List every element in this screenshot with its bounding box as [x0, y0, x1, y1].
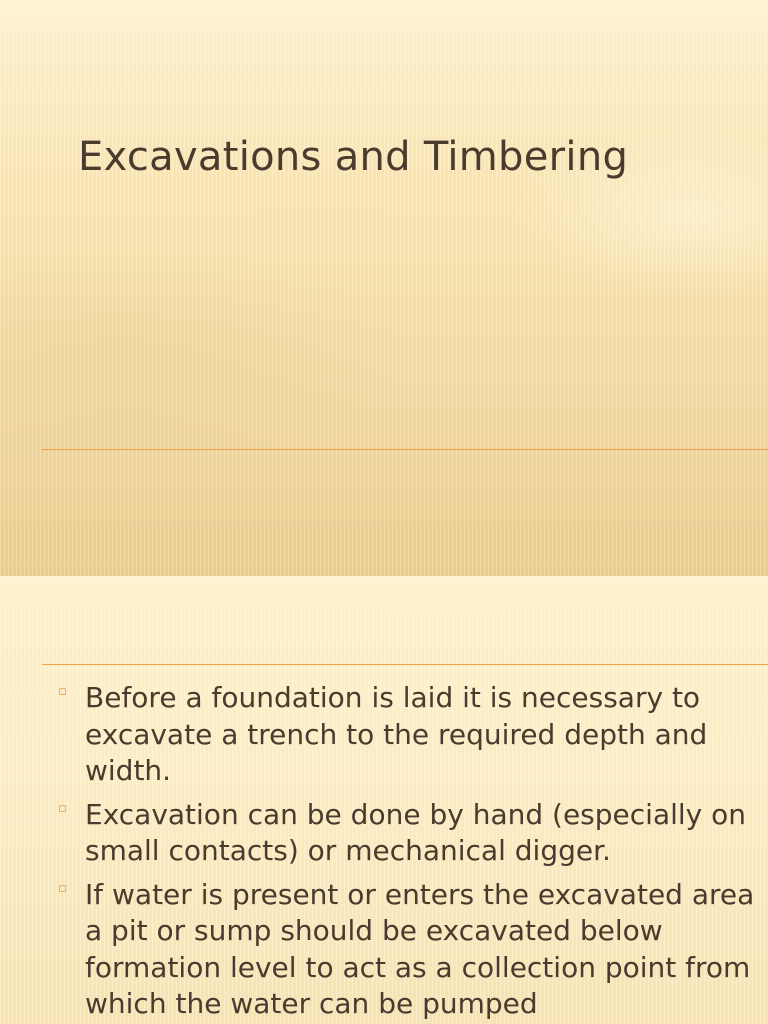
bullet-icon: ▫: [58, 880, 67, 896]
bullet-text: If water is present or enters the excavated area a pit or sump should be excavated below formation level to act as a collection point from which the water can be pumped: [85, 877, 755, 1020]
bullet-icon: ▫: [58, 800, 67, 816]
bullet-list: [0, 680, 768, 1024]
slide-2: [0, 586, 768, 1024]
bullet-text: Excavation can be done by hand (especially on small contacts) or mechanical digger.: [85, 797, 747, 867]
list-item: [0, 877, 768, 1023]
title-divider: [42, 449, 768, 450]
bullet-text: Before a foundation is laid it is necessary to excavate a trench to the required depth and width.: [85, 681, 708, 787]
content-divider: [42, 664, 768, 665]
slide-separator: [0, 576, 768, 586]
bullet-icon: ▫: [58, 684, 67, 699]
list-item: [0, 797, 768, 870]
slide-title: Excavations and Timbering: [78, 134, 629, 180]
list-item: [0, 680, 768, 790]
